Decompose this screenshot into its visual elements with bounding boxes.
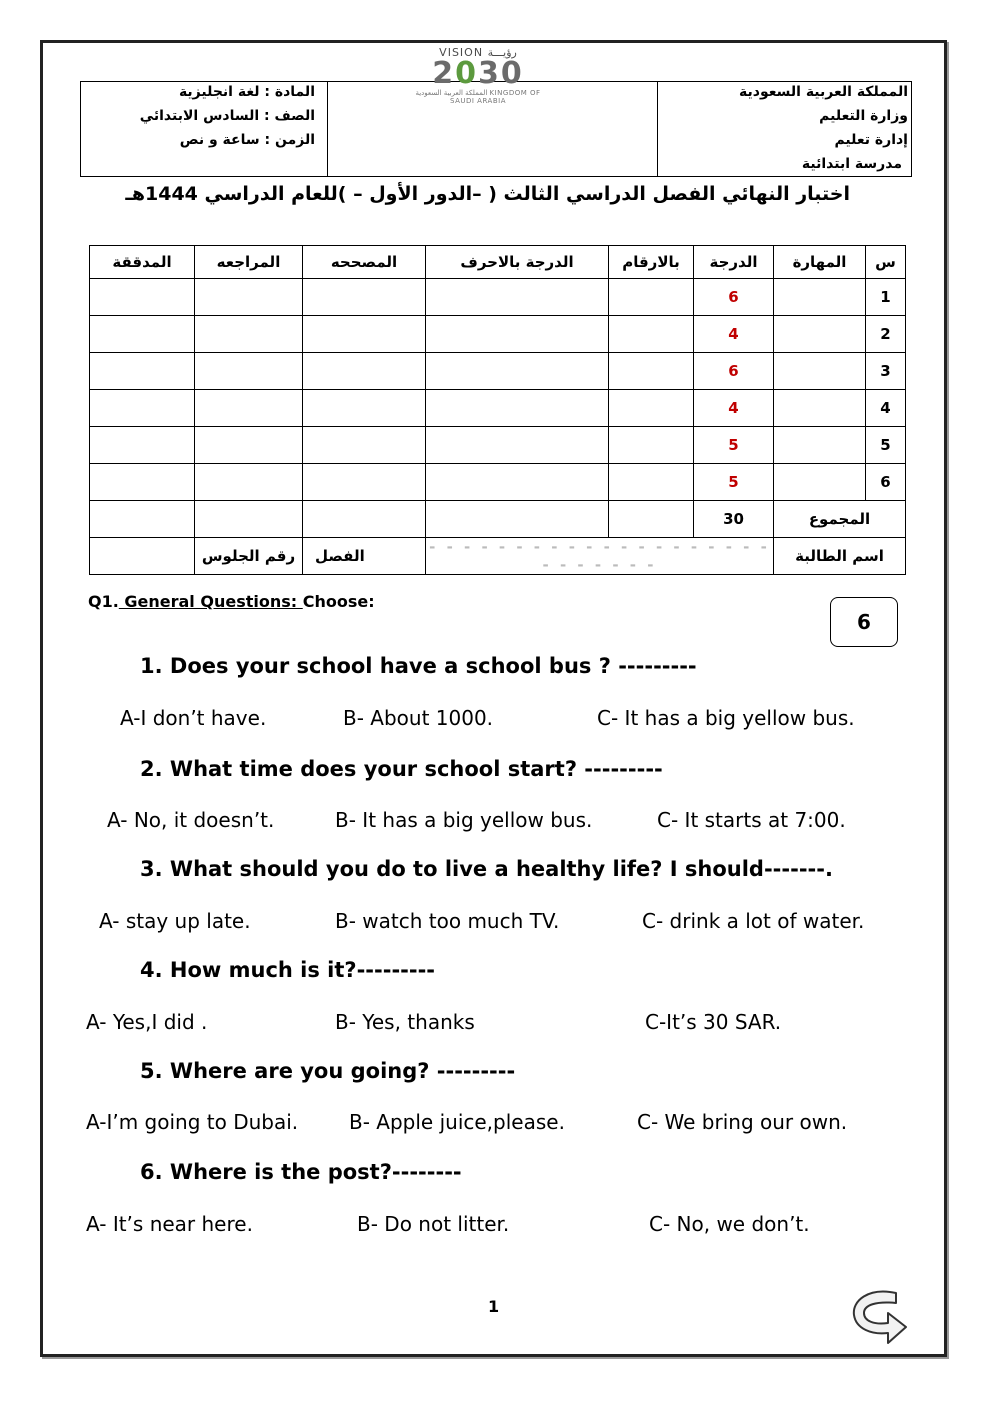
option-6b[interactable]: B- Do not litter. xyxy=(357,1212,510,1236)
vision-2030-logo xyxy=(408,46,548,106)
skill-cell[interactable] xyxy=(774,316,866,353)
cell[interactable] xyxy=(303,353,426,390)
q1-title: General Questions: xyxy=(118,592,303,611)
option-4a[interactable]: A- Yes,I did . xyxy=(86,1010,208,1034)
option-2b[interactable]: B- It has a big yellow bus. xyxy=(335,808,593,832)
cell[interactable] xyxy=(90,501,195,538)
cell[interactable] xyxy=(426,279,609,316)
max-score: 4 xyxy=(694,390,774,427)
cell[interactable] xyxy=(90,464,195,501)
student-name-label: اسم الطالبة xyxy=(774,538,906,575)
skill-cell[interactable] xyxy=(774,427,866,464)
table-row xyxy=(90,427,906,464)
question-6: 6. Where is the post?-------- xyxy=(140,1160,462,1184)
col-auditor: المدققة xyxy=(90,246,195,279)
cell[interactable] xyxy=(609,353,694,390)
option-6c[interactable]: C- No, we don’t. xyxy=(649,1212,810,1236)
col-question: س xyxy=(866,246,906,279)
max-score: 6 xyxy=(694,353,774,390)
row-number: 2 xyxy=(866,316,906,353)
col-skill: المهارة xyxy=(774,246,866,279)
grade-table-header xyxy=(90,246,906,279)
seat-number-label: رقم الجلوس xyxy=(195,538,303,575)
cell[interactable] xyxy=(609,464,694,501)
logo-year: 2030 xyxy=(432,56,524,91)
skill-cell[interactable] xyxy=(774,279,866,316)
cell[interactable] xyxy=(90,353,195,390)
table-row xyxy=(90,464,906,501)
cell[interactable] xyxy=(195,464,303,501)
cell[interactable] xyxy=(426,353,609,390)
col-digits: بالارقام xyxy=(609,246,694,279)
cell[interactable] xyxy=(426,316,609,353)
row-number: 4 xyxy=(866,390,906,427)
row-number: 6 xyxy=(866,464,906,501)
page-number: 1 xyxy=(488,1297,500,1316)
option-5a[interactable]: A-I’m going to Dubai. xyxy=(86,1110,299,1134)
cell[interactable] xyxy=(609,279,694,316)
option-4c[interactable]: C-It’s 30 SAR. xyxy=(645,1010,782,1034)
cell[interactable] xyxy=(303,279,426,316)
cell[interactable] xyxy=(90,427,195,464)
cell[interactable] xyxy=(426,427,609,464)
option-4b[interactable]: B- Yes, thanks xyxy=(335,1010,475,1034)
skill-cell[interactable] xyxy=(774,390,866,427)
cell[interactable] xyxy=(426,501,609,538)
class-label: الفصل xyxy=(303,538,426,575)
question-1: 1. Does your school have a school bus ? --------- xyxy=(140,654,697,678)
skill-cell[interactable] xyxy=(774,464,866,501)
student-info-row xyxy=(90,538,906,575)
option-2c[interactable]: C- It starts at 7:00. xyxy=(657,808,846,832)
cell[interactable] xyxy=(195,501,303,538)
cell[interactable] xyxy=(609,316,694,353)
q1-label: Q1. xyxy=(88,592,119,611)
student-name-field[interactable]: - - - - - - - - - - - - - - - - - - - - - - - - - - - xyxy=(426,538,774,575)
header-department: إدارة تعليم xyxy=(834,132,908,148)
option-5c[interactable]: C- We bring our own. xyxy=(637,1110,848,1134)
cell[interactable] xyxy=(426,464,609,501)
cell[interactable] xyxy=(303,316,426,353)
cell[interactable] xyxy=(195,353,303,390)
cell[interactable] xyxy=(195,390,303,427)
cell[interactable] xyxy=(90,316,195,353)
header-duration: الزمن : ساعة و نص xyxy=(179,132,315,148)
max-score: 5 xyxy=(694,464,774,501)
q1-score-box: 6 xyxy=(830,597,898,647)
option-1c[interactable]: C- It has a big yellow bus. xyxy=(597,706,855,730)
cell[interactable] xyxy=(303,501,426,538)
table-row xyxy=(90,353,906,390)
cell[interactable] xyxy=(609,390,694,427)
table-row xyxy=(90,279,906,316)
question-5: 5. Where are you going? --------- xyxy=(140,1059,516,1083)
cell[interactable] xyxy=(303,427,426,464)
question-2: 2. What time does your school start? --------- xyxy=(140,757,663,781)
row-number: 5 xyxy=(866,427,906,464)
option-2a[interactable]: A- No, it doesn’t. xyxy=(107,808,275,832)
question-3: 3. What should you do to live a healthy life? I should-------. xyxy=(140,857,833,881)
cell[interactable] xyxy=(90,390,195,427)
max-score: 5 xyxy=(694,427,774,464)
skill-cell[interactable] xyxy=(774,353,866,390)
col-score: الدرجة xyxy=(694,246,774,279)
q1-instruction: Choose: xyxy=(302,592,375,611)
cell[interactable] xyxy=(90,279,195,316)
cell[interactable] xyxy=(303,464,426,501)
cell[interactable] xyxy=(609,501,694,538)
total-label: المجموع xyxy=(774,501,906,538)
cell[interactable] xyxy=(195,279,303,316)
total-value: 30 xyxy=(694,501,774,538)
option-3b[interactable]: B- watch too much TV. xyxy=(335,909,560,933)
option-3c[interactable]: C- drink a lot of water. xyxy=(642,909,865,933)
header-ministry: وزارة التعليم xyxy=(819,108,908,124)
q1-heading xyxy=(88,592,375,611)
cell[interactable] xyxy=(303,390,426,427)
col-reviewer: المراجعه xyxy=(195,246,303,279)
exam-title: اختبار النهائي الفصل الدراسي الثالث ( –الدور الأول – )للعام الدراسي 1444هـ xyxy=(125,183,850,205)
option-6a[interactable]: A- It’s near here. xyxy=(86,1212,253,1236)
row-number: 3 xyxy=(866,353,906,390)
row-number: 1 xyxy=(866,279,906,316)
col-corrector: المصححه xyxy=(303,246,426,279)
cell[interactable] xyxy=(195,427,303,464)
max-score: 6 xyxy=(694,279,774,316)
next-page-arrow-icon[interactable] xyxy=(848,1285,910,1347)
cell[interactable] xyxy=(195,316,303,353)
header-country: المملكة العربية السعودية xyxy=(739,84,908,100)
max-score: 4 xyxy=(694,316,774,353)
option-1b[interactable]: B- About 1000. xyxy=(343,706,494,730)
option-3a[interactable]: A- stay up late. xyxy=(99,909,251,933)
question-4: 4. How much is it?--------- xyxy=(140,958,436,982)
cell[interactable] xyxy=(609,427,694,464)
header-school: مدرسة ابتدائية xyxy=(801,156,902,172)
table-row xyxy=(90,316,906,353)
seat-number-field[interactable] xyxy=(90,538,195,575)
total-row xyxy=(90,501,906,538)
header-subject: المادة : لغة انجليزية xyxy=(178,84,315,100)
cell[interactable] xyxy=(426,390,609,427)
table-row xyxy=(90,390,906,427)
logo-subtitle: المملكة العربية السعودية KINGDOM OF SAUDI ARABIA xyxy=(415,89,541,105)
logo-vision-text: VISION رؤيـــة xyxy=(439,46,517,59)
header-grade: الصف : السادس الابتدائي xyxy=(139,108,315,124)
option-1a[interactable]: A-I don’t have. xyxy=(120,706,267,730)
option-5b[interactable]: B- Apple juice,please. xyxy=(349,1110,565,1134)
col-letters: الدرجة بالاحرف xyxy=(426,246,609,279)
grade-table xyxy=(89,245,906,575)
